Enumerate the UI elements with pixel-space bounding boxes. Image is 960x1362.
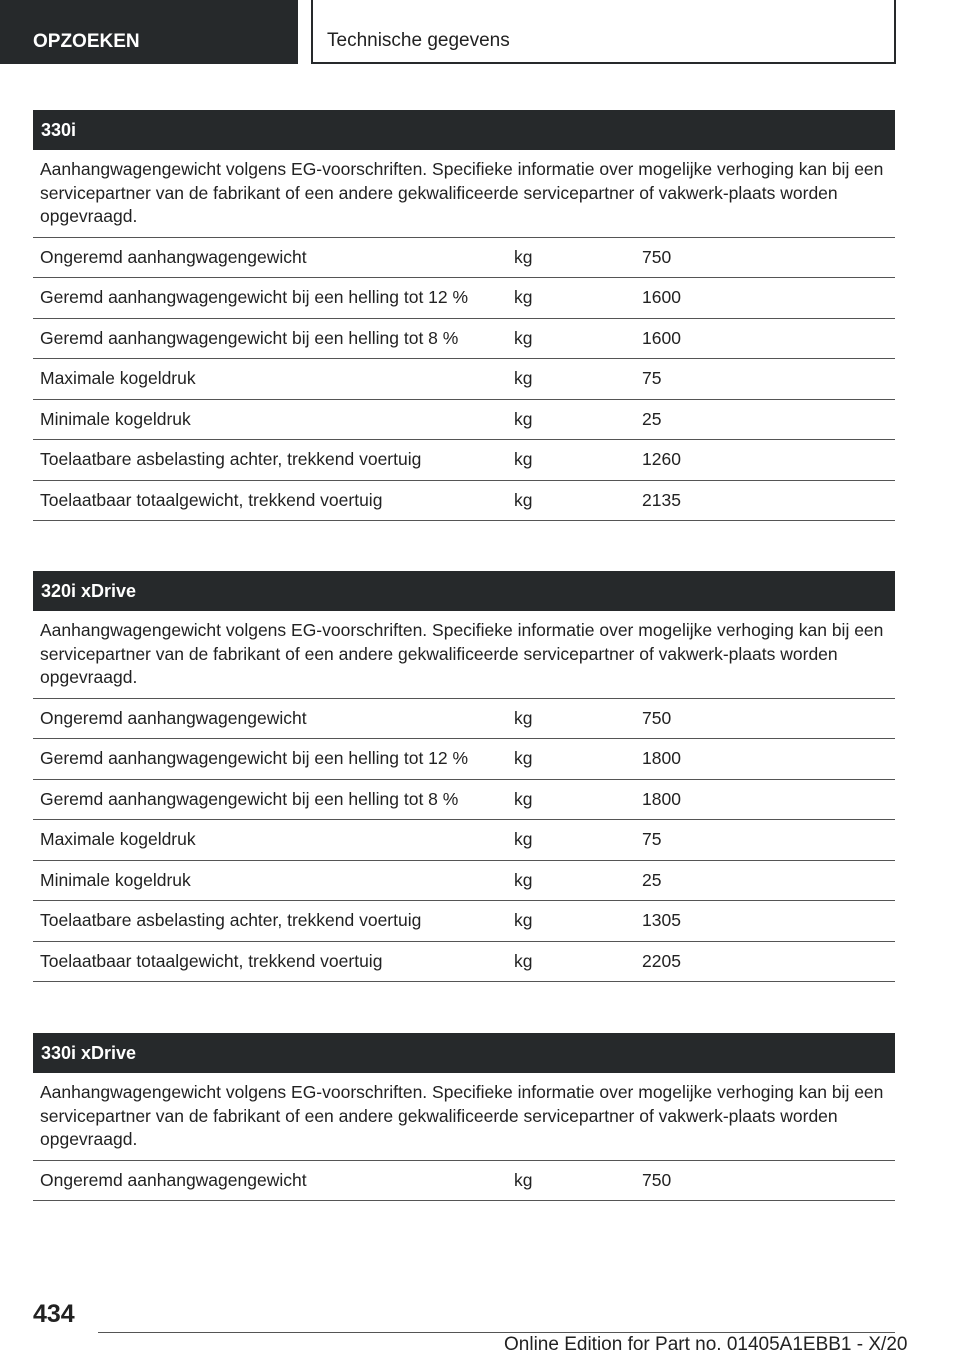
row-label: Maximale kogeldruk [40, 368, 196, 388]
row-unit: kg [514, 748, 533, 768]
table-row [33, 238, 895, 279]
row-label: Minimale kogeldruk [40, 869, 191, 890]
row-unit: kg [514, 489, 533, 510]
table-row [33, 780, 895, 821]
footer-divider [98, 1332, 895, 1333]
section-title: 320i xDrive [33, 571, 895, 611]
header-title: Technische gegevens [311, 0, 896, 64]
section-description: Aanhangwagengewicht volgens EG-voorschriften. Specifieke informatie over mogelijke verhoging kan bij een servicepartner van de fabrikant of een andere gekwalificeerde servicepartner of vakwerk-plaats worden opgevraagd. [33, 150, 895, 238]
table-row [33, 861, 895, 902]
row-unit: kg [514, 449, 533, 469]
section-title: 330i xDrive [33, 1033, 895, 1073]
table-row [33, 278, 895, 319]
row-unit: kg [514, 707, 533, 728]
table-row [33, 481, 895, 522]
row-label: Ongeremd aanhangwagengewicht [40, 1169, 307, 1190]
section-description: Aanhangwagengewicht volgens EG-voorschriften. Specifieke informatie over mogelijke verhoging kan bij een servicepartner van de fabrikant of een andere gekwalificeerde servicepartner of vakwerk-plaats worden opgevraagd. [33, 1073, 895, 1161]
section-320i-xdrive [33, 571, 895, 982]
table-row [33, 359, 895, 400]
row-value: 25 [642, 408, 662, 429]
row-unit: kg [514, 1169, 533, 1190]
row-unit: kg [514, 869, 533, 890]
header-tab: OPZOEKEN [0, 0, 298, 64]
page-number: 434 [33, 1300, 75, 1328]
row-value: 750 [642, 246, 672, 267]
section-description: Aanhangwagengewicht volgens EG-voorschriften. Specifieke informatie over mogelijke verhoging kan bij een servicepartner van de fabrikant of een andere gekwalificeerde servicepartner of vakwerk-plaats worden opgevraagd. [33, 611, 895, 699]
row-unit: kg [514, 408, 533, 429]
row-value: 2205 [642, 950, 681, 971]
row-label: Toelaatbare asbelasting achter, trekkend voertuig [40, 449, 422, 469]
table-row [33, 400, 895, 441]
row-label: Toelaatbaar totaalgewicht, trekkend voertuig [40, 489, 383, 510]
row-label: Toelaatbaar totaalgewicht, trekkend voertuig [40, 950, 383, 971]
section-title: 330i [33, 110, 895, 150]
table-row [33, 440, 895, 481]
row-value: 2135 [642, 489, 681, 510]
row-label: Minimale kogeldruk [40, 408, 191, 429]
row-unit: kg [514, 368, 533, 388]
row-label: Geremd aanhangwagengewicht bij een helling tot 12 % [40, 748, 469, 768]
row-label: Geremd aanhangwagengewicht bij een helling tot 8 % [40, 788, 459, 809]
row-label: Ongeremd aanhangwagengewicht [40, 707, 307, 728]
row-unit: kg [514, 910, 533, 930]
row-value: 75 [642, 829, 662, 849]
row-label: Geremd aanhangwagengewicht bij een helling tot 12 % [40, 287, 469, 307]
row-label: Toelaatbare asbelasting achter, trekkend voertuig [40, 910, 422, 930]
row-value: 1600 [642, 287, 681, 307]
row-unit: kg [514, 287, 533, 307]
section-330i-xdrive [33, 1033, 895, 1201]
row-unit: kg [514, 788, 533, 809]
table-row [33, 739, 895, 780]
row-value: 1260 [642, 449, 681, 469]
table-row [33, 901, 895, 942]
row-value: 1600 [642, 327, 681, 348]
table-row [33, 820, 895, 861]
row-label: Geremd aanhangwagengewicht bij een helling tot 8 % [40, 327, 459, 348]
row-value: 750 [642, 1169, 672, 1190]
row-value: 1800 [642, 788, 681, 809]
table-row [33, 699, 895, 740]
table-row [33, 319, 895, 360]
row-label: Maximale kogeldruk [40, 829, 196, 849]
row-unit: kg [514, 829, 533, 849]
table-row [33, 942, 895, 983]
row-unit: kg [514, 950, 533, 971]
footer-edition: Online Edition for Part no. 01405A1EBB1 - X/20 [504, 1334, 908, 1355]
row-value: 1305 [642, 910, 681, 930]
row-value: 75 [642, 368, 662, 388]
row-unit: kg [514, 327, 533, 348]
row-label: Ongeremd aanhangwagengewicht [40, 246, 307, 267]
row-unit: kg [514, 246, 533, 267]
table-row [33, 1161, 895, 1202]
row-value: 25 [642, 869, 662, 890]
row-value: 1800 [642, 748, 681, 768]
row-value: 750 [642, 707, 672, 728]
section-330i [33, 110, 895, 521]
